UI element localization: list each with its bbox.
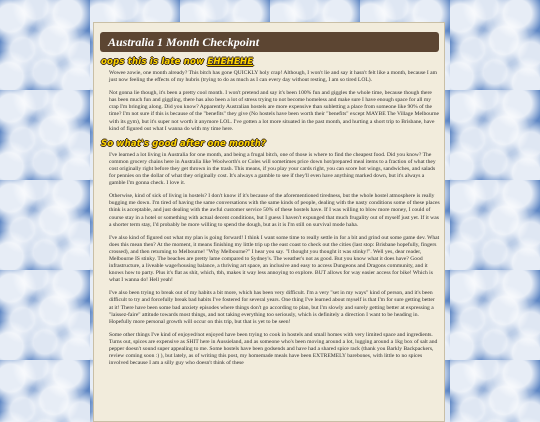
section-heading-whats-good-text: So what's good after one month?: [101, 138, 267, 149]
section-heading-whats-good: [101, 139, 440, 150]
post-title-bar: [100, 32, 439, 52]
paragraph: Not gonna lie though, it's been a pretty cool month. I won't pretend and say it's been 100% fun and giggles the whole time, because though there has been much fun and giggling, there has also been a lot of stress trying to not become homeless and make sure I have enough space for all my crap I'm bringing along. Did you know? Apparently Australian hostels are more expensive than subletting a place from someone like 90% of the time? I'm not sure if this is because of the "benefits" they give (No hostels have been worth their "benefits" except MAYBE The Village Melbourne with its gym), but it's super not worth it anymore LOL. I've gotten a lot more situated in the past month, and hurting a short trip to Brisbane, have kind of figured out what I wanna do with my time here.: [109, 90, 440, 132]
paragraph: Otherwise, kind of sick of living in hostels? I don't know if it's because of the aforementioned tiredness, but the whole hostel atmosphere is really bugging me down. I'm tired of having the same conversations with the same kinds of people, dealing with the nasty conditions some of these places think is acceptable, and just dealing with the awful customer service 50% of these hostels have. If I was willing to blow more money, I could of course stay in a hotel or something with actual decent conditions, but I guess I haven't expunged that much frugality out of myself just yet. If it was a shorter term stay, I'd probably be more willing to spend the dough, but as it is I'm still on survival mode haha.: [109, 193, 440, 228]
section-heading-late-underlined: EHEHEHE: [207, 57, 254, 67]
paragraph: I've learned a lot living in Australia for one month, and being a frugal bitch, one of those is where to find the cheapest food. Did you know? The common grocery chains here in Australia like Woolworth's or Coles will sometimes price down hot/prepared meal items to a fraction of what they cost originally right before they get thrown in the trash. This means, if you play your cards right, you can score hot wings, sandwiches, and salads for pennies on the dollar of what they originally cost. It's always a gamble to see if they'll even have anything marked down, but it's always a gamble I'm gonna check. I love it.: [109, 151, 436, 187]
paragraph: I've also kind of figured out what my plan is going forward! I think I want some time to really settle in for a bit and grind out some game dev. What does this mean then? At the moment, it means finishing my little trip up the east coast to check out the cities (last stop: Brisbane hopefully, fingers crossed), and then returning to Melbourne! "Why Melbourne?" I hear you say. "I thought you thought it was stinky!". Well yes, dear reader, Melbourne IS stinky. The beaches are pretty lame compared to Sydney's. The weather's not as good. But you know what it does have? Good infrastructure, a liveable wage/housing balance, a thriving art space, an inclusive and easy to access Dungeons and Dragons community, and it knows how to party. Plus it's flat as shit, which, tbh, makes it way less annoying to explore. BUT allows for way easier access for bike! Which is what I wanna do! Hell yeah!: [109, 234, 440, 284]
paragraph: Some other things I've kind of enjoyed/not enjoyed have been trying to cook in hostels and small homes with very limited space and ingredients. Turns out, spices are expensive as SHIT here in Aussieland, and as someone who's been moving around a lot, lugging around a 1kg box of salt and pepper doesn't sound super appealing to me. Some hostels have been godsends and have had a shared spice rack (thank you Barkly Backpackers, review coming soon :) ), but lately, as of writing this post, my homemade meals have been EXTREMELY barebones, with little to no spices involved because I am a silly guy who doesn't think of these: [109, 331, 438, 367]
paragraph: Wowee zowie, one month already? This bitch has gone QUICKLY holy crap! Although, I won't lie and say it hasn't felt like a month, because I am just now feeling the effects of my hubris (trying to do as much as I can every day without resting, I am so tired LOL).: [109, 70, 437, 84]
paragraph: I've also been trying to break out of my habits a bit more, which has been very difficult. I'm a very "set in my ways" kind of person, and it's been difficult to try and forcefully break bad habits I've fostered for several years. One thing I've learned about myself is that I'm for sure getting better at it! There have been some bad anxiety episodes where things don't go according to plan, but I'm slowly and surely getting better at expressing a "laissez-faire" attitude towards most things, and not taking everything too seriously, which is definitely a direction I want to be heading in. Hopefully more personal growth will occur on this trip, but that is yet to be seen!: [109, 290, 435, 325]
section-heading-late: [101, 57, 440, 68]
section-heading-late-text: oops this is late now: [101, 57, 208, 67]
post-body: [101, 57, 440, 373]
post-title: Australia 1 Month Checkpoint: [108, 35, 260, 49]
blog-post-container: [93, 22, 445, 422]
